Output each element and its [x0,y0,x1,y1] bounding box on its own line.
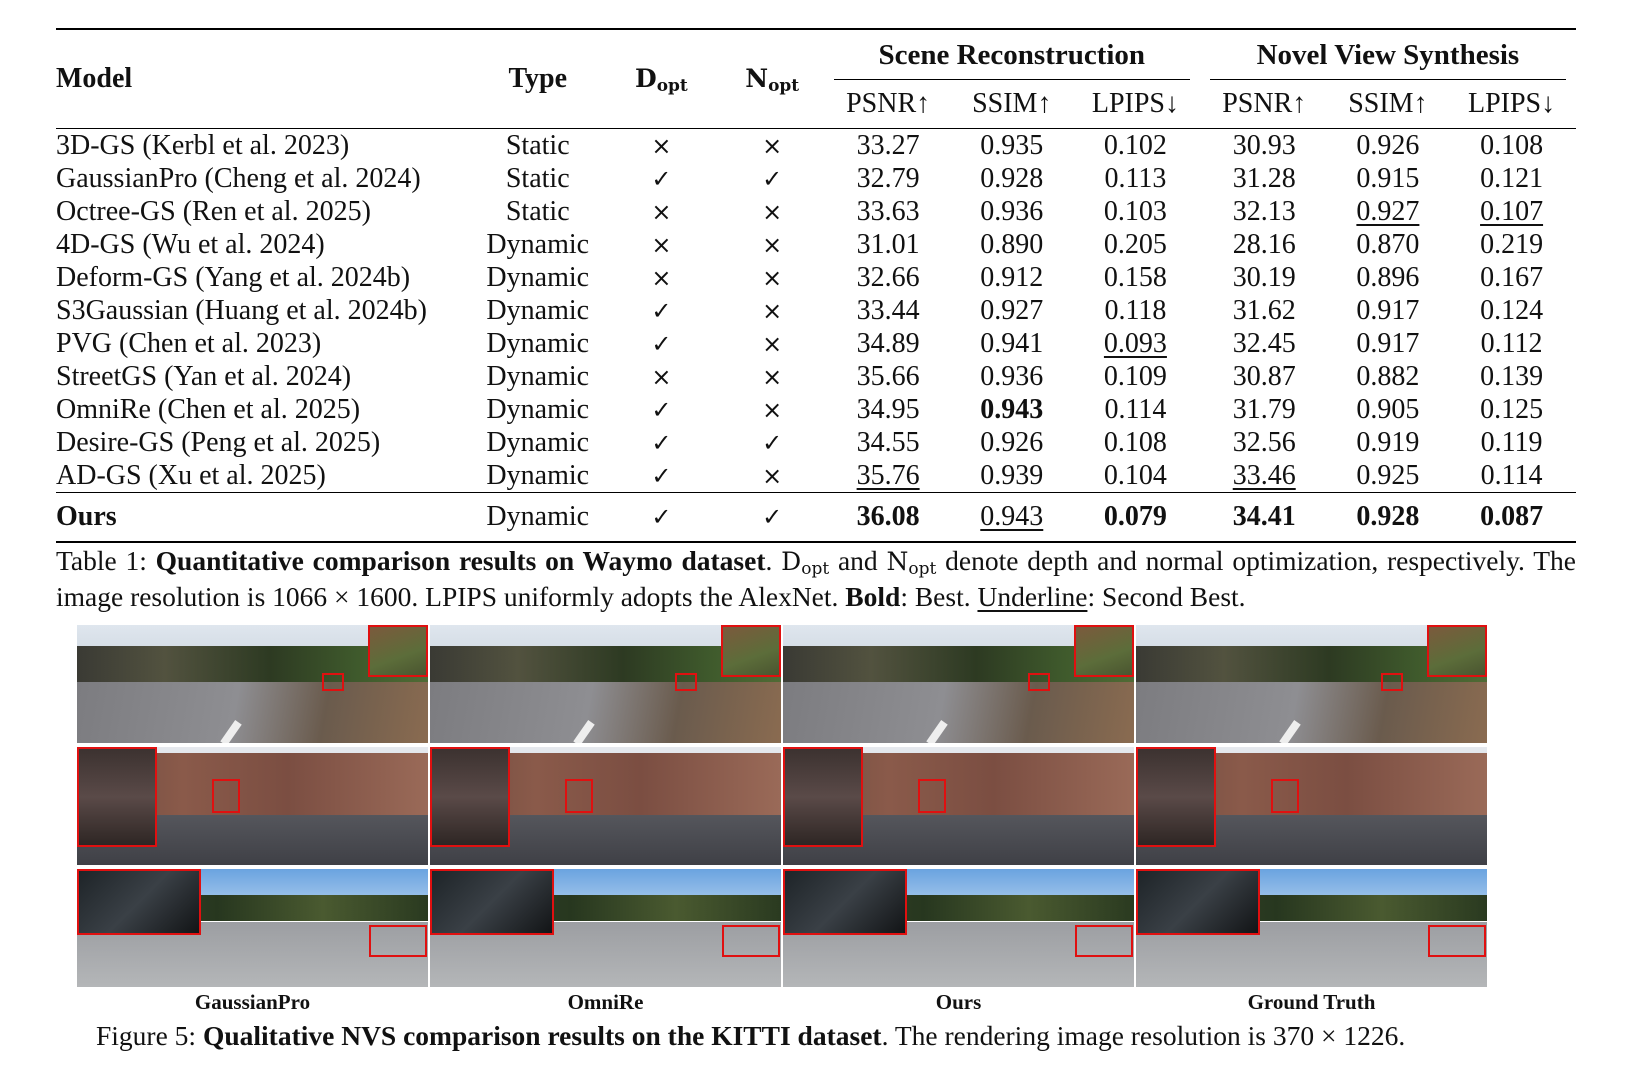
zoom-inset [430,747,510,847]
cell-nv-ssim: 0.926 [1356,129,1420,161]
figure-column-labels [77,990,1487,1015]
cell-nv-lpips: 0.108 [1480,129,1544,161]
cell-nopt: × [762,230,783,259]
cell-nopt: × [762,395,783,424]
header-scene-reconstruction-label: Scene Reconstruction [878,38,1146,71]
cell-type: Dynamic [486,327,590,359]
cell-sr-psnr: 36.08 [856,501,920,532]
results-table [56,28,1576,543]
cell-sr-lpips: 0.205 [1103,228,1167,260]
figure-image-omnire-row1 [430,625,781,743]
cell-nv-lpips: 0.112 [1480,327,1543,359]
cell-sr-psnr: 32.66 [856,261,920,293]
cell-nv-lpips: 0.121 [1480,162,1544,194]
header-sr-ssim: SSIM↑ [972,88,1052,119]
cell-nv-ssim: 0.919 [1356,426,1420,458]
cell-type: Dynamic [486,426,590,458]
table-row [56,426,1576,459]
cell-sr-ssim: 0.941 [980,327,1044,359]
cell-nv-psnr: 34.41 [1232,501,1296,532]
cell-sr-ssim: 0.943 [980,501,1044,532]
cell-nopt: × [762,197,783,226]
figure-image-ours-row3 [783,869,1134,987]
results-table-container [56,28,1576,543]
cell-model: 4D-GS (Wu et al. 2024) [56,228,325,260]
cell-sr-psnr: 35.66 [856,360,920,392]
cell-dopt: ✓ [651,395,672,424]
cell-sr-lpips: 0.158 [1103,261,1167,293]
cell-nv-ssim: 0.882 [1356,360,1420,392]
header-nv-psnr: PSNR↑ [1222,88,1307,119]
cell-nopt: × [762,329,783,358]
cell-dopt: × [651,131,672,160]
cell-nv-psnr: 32.45 [1232,327,1296,359]
header-nv-lpips: LPIPS↓ [1467,88,1556,119]
table-row [56,195,1576,228]
cell-nopt: × [762,263,783,292]
header-type: Type [508,63,568,94]
caption-label: Table 1: [56,545,156,576]
cell-nv-lpips: 0.167 [1480,261,1544,293]
cell-model: S3Gaussian (Huang et al. 2024b) [56,294,427,326]
cell-type: Static [505,162,570,194]
zoom-box [212,779,240,813]
cell-nopt: × [762,131,783,160]
figure-caption-rest: . The rendering image resolution is 370 × 1226. [881,1020,1406,1051]
cell-nv-psnr: 30.87 [1232,360,1296,392]
cell-sr-ssim: 0.928 [980,162,1044,194]
cell-sr-lpips: 0.093 [1103,327,1167,359]
header-nopt-main: N [745,64,769,93]
cell-sr-lpips: 0.109 [1103,360,1167,392]
table-body [56,129,1576,493]
header-nopt [721,29,824,129]
cell-sr-psnr: 34.89 [856,327,920,359]
cell-dopt: × [651,230,672,259]
figure-label-ours: Ours [935,990,982,1014]
figure-image-ground-truth-row3 [1136,869,1487,987]
figure-caption-label: Figure 5: [96,1020,203,1051]
cell-sr-ssim: 0.936 [980,195,1044,227]
header-scene-reconstruction [824,29,1200,80]
cell-sr-lpips: 0.118 [1104,294,1167,326]
figure-label-gaussianpro: GaussianPro [194,990,311,1014]
cell-nv-ssim: 0.905 [1356,393,1420,425]
cell-type: Dynamic [486,294,590,326]
table-row [56,129,1576,163]
zoom-box [918,779,946,813]
cell-sr-lpips: 0.108 [1103,426,1167,458]
header-novel-view-synthesis [1200,29,1576,80]
zoom-box [565,779,593,813]
cell-type: Static [505,129,570,161]
cell-dopt: × [651,263,672,292]
zoom-box [1075,925,1133,957]
zoom-inset [430,869,554,935]
cell-nv-lpips: 0.087 [1480,501,1544,532]
figure-label-omnire: OmniRe [567,990,644,1014]
header-dopt-sub: opt [656,76,688,96]
cell-nv-psnr: 31.28 [1232,162,1296,194]
cell-sr-lpips: 0.114 [1104,393,1167,425]
cell-sr-lpips: 0.104 [1103,459,1167,491]
cell-nv-lpips: 0.107 [1480,195,1544,227]
cell-nv-ssim: 0.928 [1356,501,1420,532]
cell-sr-ssim: 0.927 [980,294,1044,326]
header-model: Model [56,63,133,94]
cell-sr-ssim: 0.939 [980,459,1044,491]
header-nv-ssim: SSIM↑ [1348,88,1428,119]
cell-nopt: ✓ [762,428,783,457]
cell-nv-psnr: 32.13 [1232,195,1296,227]
cell-type: Dynamic [486,360,590,392]
cell-model: 3D-GS (Kerbl et al. 2023) [56,129,350,161]
cell-nv-psnr: 30.93 [1232,129,1296,161]
cell-dopt: ✓ [651,329,672,358]
cell-model: AD-GS (Xu et al. 2025) [56,459,326,491]
table-row [56,327,1576,360]
zoom-box [1028,673,1050,691]
table-row-ours [56,493,1576,543]
cell-nv-ssim: 0.870 [1356,228,1420,260]
cell-dopt: × [651,197,672,226]
cell-dopt: ✓ [651,164,672,193]
figure-image-ground-truth-row2 [1136,747,1487,865]
cell-dopt: ✓ [651,461,672,490]
cell-sr-lpips: 0.102 [1103,129,1167,161]
caption-text-2: and [829,545,887,576]
zoom-box [1428,925,1486,957]
header-row-1 [56,29,1576,80]
cell-model: Desire-GS (Peng et al. 2025) [56,426,381,458]
cell-nv-psnr: 32.56 [1232,426,1296,458]
zoom-inset [77,869,201,935]
cell-model: GaussianPro (Cheng et al. 2024) [56,162,421,194]
figure-image-gaussianpro-row2 [77,747,428,865]
table-row [56,261,1576,294]
table-row [56,228,1576,261]
caption-nopt-sub: opt [908,559,937,579]
cell-nopt: × [762,362,783,391]
cell-sr-lpips: 0.079 [1103,501,1167,532]
caption-text-5: : Second Best. [1087,581,1246,612]
figure-image-ground-truth-row1 [1136,625,1487,743]
cell-nopt: × [762,296,783,325]
caption-dopt-sub: opt [801,559,830,579]
cell-model: PVG (Chen et al. 2023) [56,327,322,359]
caption-text-1: . [765,545,782,576]
zoom-inset [1136,869,1260,935]
cell-sr-ssim: 0.943 [980,393,1044,425]
cell-nopt: × [762,461,783,490]
cell-nv-psnr: 31.62 [1232,294,1296,326]
cell-dopt: ✓ [651,296,672,325]
cell-model: Octree-GS (Ren et al. 2025) [56,195,371,227]
cell-sr-psnr: 33.27 [856,129,920,161]
cell-nv-psnr: 30.19 [1232,261,1296,293]
cell-model: Deform-GS (Yang et al. 2024b) [56,261,411,293]
cell-sr-ssim: 0.926 [980,426,1044,458]
figure-image-omnire-row3 [430,869,781,987]
cell-nv-lpips: 0.139 [1480,360,1544,392]
cell-sr-ssim: 0.936 [980,360,1044,392]
cell-nv-psnr: 33.46 [1232,459,1296,491]
cell-sr-psnr: 33.44 [856,294,920,326]
cell-sr-psnr: 34.55 [856,426,920,458]
zoom-inset [783,747,863,847]
figure-image-gaussianpro-row3 [77,869,428,987]
figure-caption-title: Qualitative NVS comparison results on the KITTI dataset [202,1020,882,1051]
cell-nv-lpips: 0.125 [1480,393,1544,425]
zoom-inset [783,869,907,935]
figure-image-ours-row1 [783,625,1134,743]
table-body-ours [56,493,1576,543]
cell-sr-psnr: 34.95 [856,393,920,425]
zoom-inset [721,625,781,677]
cell-nv-ssim: 0.925 [1356,459,1420,491]
figure-image-gaussianpro-row1 [77,625,428,743]
zoom-box [675,673,697,691]
zoom-inset [77,747,157,847]
caption-bold-word: Bold [845,581,901,612]
table-row [56,459,1576,493]
figure-label-ground-truth: Ground Truth [1247,990,1376,1014]
cell-nv-ssim: 0.917 [1356,327,1420,359]
cell-nv-lpips: 0.124 [1480,294,1544,326]
zoom-inset [1136,747,1216,847]
figure-image-omnire-row2 [430,747,781,865]
cell-sr-psnr: 33.63 [856,195,920,227]
header-nopt-sub: opt [768,76,800,96]
header-dopt [602,29,721,129]
figure-image-ours-row2 [783,747,1134,865]
zoom-box [369,925,427,957]
table-row [56,162,1576,195]
zoom-inset [1074,625,1134,677]
cell-type: Dynamic [486,228,590,260]
table-caption [56,545,1576,613]
cell-nv-ssim: 0.917 [1356,294,1420,326]
cell-sr-psnr: 31.01 [856,228,920,260]
zoom-box [1381,673,1403,691]
cell-nopt: ✓ [762,503,783,531]
zoom-box [722,925,780,957]
cell-type: Dynamic [486,261,590,293]
cell-nv-lpips: 0.219 [1480,228,1544,260]
caption-underline-word: Underline [977,581,1088,612]
header-sr-psnr: PSNR↑ [846,88,931,119]
kitti-comparison-figure [77,625,1487,989]
cell-type: Dynamic [486,501,590,532]
cell-sr-psnr: 35.76 [856,459,920,491]
zoom-box [1271,779,1299,813]
table-row [56,393,1576,426]
cell-nv-ssim: 0.927 [1356,195,1420,227]
cell-nopt: ✓ [762,164,783,193]
cell-nv-psnr: 31.79 [1232,393,1296,425]
caption-text-4: : Best. [900,581,978,612]
table-row [56,360,1576,393]
cell-dopt: ✓ [651,503,672,531]
cell-sr-lpips: 0.103 [1103,195,1167,227]
cell-nv-psnr: 28.16 [1232,228,1296,260]
cell-sr-ssim: 0.935 [980,129,1044,161]
cell-nv-lpips: 0.119 [1480,426,1543,458]
cell-sr-ssim: 0.912 [980,261,1044,293]
group-underline [1210,79,1566,80]
cell-dopt: × [651,362,672,391]
cell-model: StreetGS (Yan et al. 2024) [56,360,352,392]
cell-sr-psnr: 32.79 [856,162,920,194]
zoom-inset [368,625,428,677]
header-sr-lpips: LPIPS↓ [1091,88,1179,119]
cell-nv-lpips: 0.114 [1480,459,1543,491]
cell-sr-lpips: 0.113 [1104,162,1167,194]
header-dopt-main: D [635,64,657,93]
group-underline [834,79,1190,80]
caption-nopt-main: N [886,547,909,576]
caption-dopt-main: D [781,547,802,576]
caption-text-3: denote depth and normal optimization, respectively. The image resolution is 1066 × 1600. LPIPS uniformly adopts the AlexNet. [56,545,1576,612]
figure-caption [96,1020,1596,1052]
cell-nv-ssim: 0.915 [1356,162,1420,194]
cell-dopt: ✓ [651,428,672,457]
cell-type: Dynamic [486,393,590,425]
cell-model: OmniRe (Chen et al. 2025) [56,393,361,425]
zoom-inset [1427,625,1487,677]
table-row [56,294,1576,327]
caption-title: Quantitative comparison results on Waymo dataset [155,545,766,576]
cell-nv-ssim: 0.896 [1356,261,1420,293]
header-novel-view-synthesis-label: Novel View Synthesis [1256,38,1520,71]
cell-type: Static [505,195,570,227]
cell-model: Ours [56,501,117,532]
cell-sr-ssim: 0.890 [980,228,1044,260]
zoom-box [322,673,344,691]
cell-type: Dynamic [486,459,590,491]
